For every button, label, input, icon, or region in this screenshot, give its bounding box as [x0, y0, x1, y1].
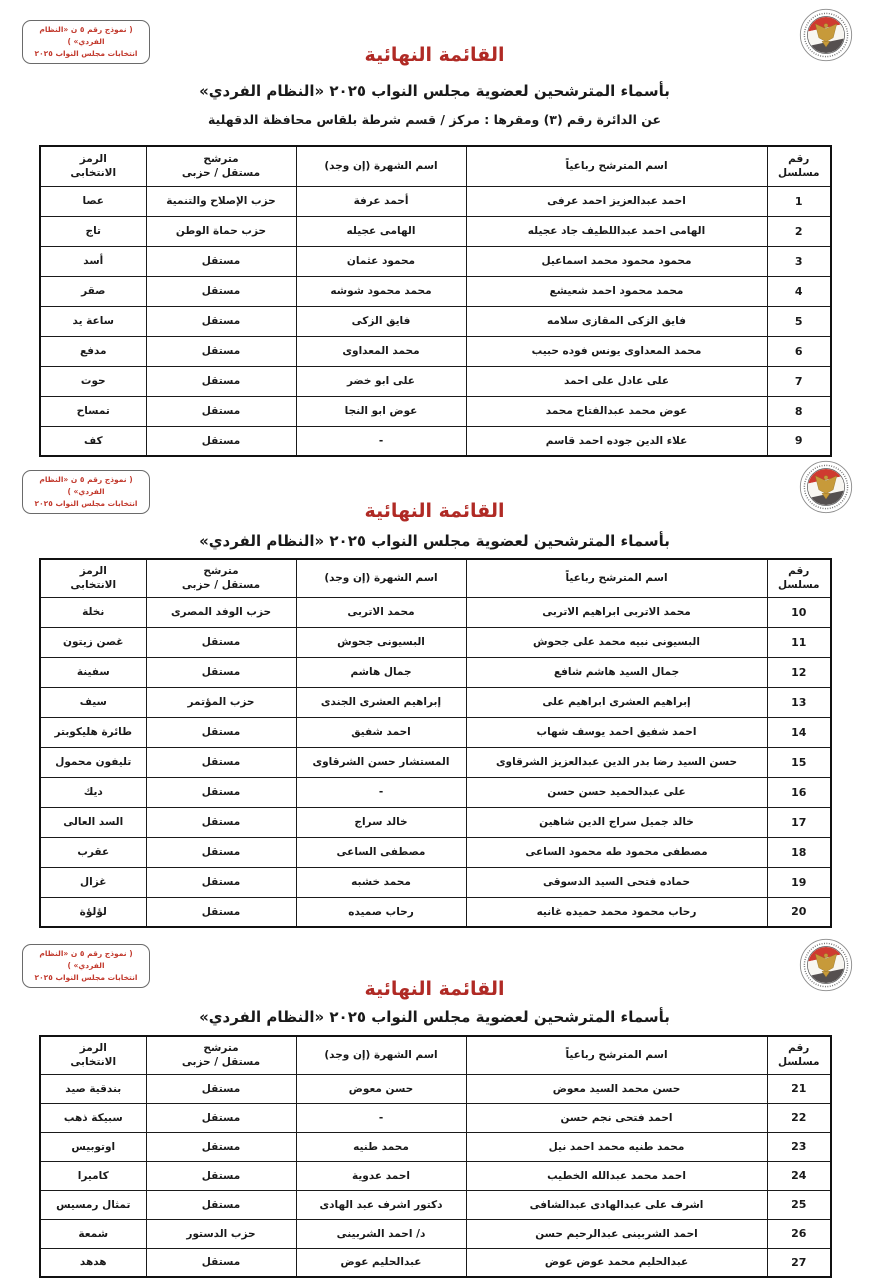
table-row [40, 837, 831, 867]
cell-alias: عبدالحليم عوض [296, 1248, 466, 1277]
cell-affiliation: مستقل [146, 1103, 296, 1132]
candidates-table [39, 558, 832, 928]
page-subtitle: بأسماء المترشحين لعضوية مجلس النواب ٢٠٢٥ «النظام الفردي» [199, 532, 670, 550]
table-header-row [40, 1036, 831, 1074]
cell-affiliation: حزب حماة الوطن [146, 216, 296, 246]
header-affiliation [146, 559, 296, 597]
header-affiliation-line1: مترشح [203, 564, 239, 577]
cell-symbol: أسد [40, 246, 146, 276]
table-row [40, 657, 831, 687]
header-symbol [40, 1036, 146, 1074]
header-symbol-line2: الانتخابى [70, 1056, 117, 1069]
table-row [40, 1161, 831, 1190]
cell-name: اشرف على عبدالهادى عبدالشافى [466, 1190, 767, 1219]
header-symbol-line1: الرمز [79, 152, 107, 165]
cell-serial: 24 [767, 1161, 831, 1190]
cell-serial: 17 [767, 807, 831, 837]
cell-name: علاء الدين جوده احمد قاسم [466, 426, 767, 456]
cell-symbol: سبيكة ذهب [40, 1103, 146, 1132]
cell-symbol: اوتوبيس [40, 1132, 146, 1161]
cell-name: احمد عبدالعزيز احمد عرفى [466, 186, 767, 216]
cell-serial: 11 [767, 627, 831, 657]
header-affiliation-line2: مستقل / حزبى [181, 1056, 261, 1069]
table-row [40, 717, 831, 747]
header-serial [767, 146, 831, 186]
candidates-table [39, 145, 832, 457]
header-symbol [40, 146, 146, 186]
cell-alias: د/ احمد الشربينى [296, 1219, 466, 1248]
table-row [40, 897, 831, 927]
cell-name: إبراهيم العشرى ابراهيم على [466, 687, 767, 717]
cell-name: محمود محمود محمد اسماعيل [466, 246, 767, 276]
header-serial-line2: مسلسل [777, 1056, 820, 1069]
table-header-row [40, 559, 831, 597]
district-line: عن الدائرة رقم (٣) ومقرها : مركز / قسم شرطة بلقاس محافظة الدقهلية [207, 112, 662, 127]
cell-symbol: طائرة هليكوبتر [40, 717, 146, 747]
cell-affiliation: مستقل [146, 1248, 296, 1277]
cell-affiliation: مستقل [146, 837, 296, 867]
cell-symbol: ديك [40, 777, 146, 807]
table-row [40, 1248, 831, 1277]
header-alias: اسم الشهرة (إن وجد) [296, 559, 466, 597]
cell-affiliation: مستقل [146, 867, 296, 897]
cell-alias: خالد سراج [296, 807, 466, 837]
cell-serial: 27 [767, 1248, 831, 1277]
cell-serial: 14 [767, 717, 831, 747]
table-row [40, 336, 831, 366]
cell-name: محمد الاتربى ابراهيم الاتربى [466, 597, 767, 627]
header-affiliation-line1: مترشح [203, 152, 239, 165]
cell-symbol: تمثال رمسيس [40, 1190, 146, 1219]
cell-affiliation: مستقل [146, 276, 296, 306]
cell-serial: 19 [767, 867, 831, 897]
cell-symbol: شمعة [40, 1219, 146, 1248]
cell-affiliation: مستقل [146, 336, 296, 366]
header-affiliation-line2: مستقل / حزبى [181, 579, 261, 592]
cell-affiliation: مستقل [146, 1074, 296, 1103]
header-serial-line1: رقم [788, 152, 810, 165]
cell-affiliation: مستقل [146, 366, 296, 396]
cell-symbol: ساعة يد [40, 306, 146, 336]
table-row [40, 747, 831, 777]
header-name: اسم المترشح رباعياً [466, 1036, 767, 1074]
cell-alias: رحاب صميده [296, 897, 466, 927]
cell-symbol: بندقية صيد [40, 1074, 146, 1103]
header-symbol-line2: الانتخابى [70, 167, 117, 180]
cell-serial: 21 [767, 1074, 831, 1103]
table-row [40, 807, 831, 837]
cell-alias: جمال هاشم [296, 657, 466, 687]
stamp-line-1: ( نموذج رقم ٥ ن «النظام الفردي» ) [39, 475, 133, 496]
cell-name: رحاب محمود محمد حميده غانيه [466, 897, 767, 927]
cell-name: احمد فتحى نجم حسن [466, 1103, 767, 1132]
header-affiliation [146, 1036, 296, 1074]
cell-name: خالد جميل سراج الدين شاهين [466, 807, 767, 837]
cell-alias: محمد محمود شوشه [296, 276, 466, 306]
header-symbol [40, 559, 146, 597]
table-row [40, 186, 831, 216]
cell-serial: 22 [767, 1103, 831, 1132]
cell-serial: 26 [767, 1219, 831, 1248]
table-row [40, 777, 831, 807]
cell-symbol: تاج [40, 216, 146, 246]
cell-serial: 3 [767, 246, 831, 276]
cell-alias: الهامى عجيله [296, 216, 466, 246]
header-affiliation [146, 146, 296, 186]
header-symbol-line1: الرمز [79, 564, 107, 577]
cell-serial: 12 [767, 657, 831, 687]
cell-serial: 16 [767, 777, 831, 807]
cell-symbol: السد العالى [40, 807, 146, 837]
cell-name: محمد محمود احمد شعيشع [466, 276, 767, 306]
cell-alias: - [296, 1103, 466, 1132]
header-serial [767, 559, 831, 597]
cell-name: محمد طنيه محمد احمد نيل [466, 1132, 767, 1161]
cell-symbol: غزال [40, 867, 146, 897]
table-row [40, 216, 831, 246]
cell-name: احمد محمد عبدالله الخطيب [466, 1161, 767, 1190]
cell-serial: 2 [767, 216, 831, 246]
cell-alias: احمد شفيق [296, 717, 466, 747]
cell-alias: - [296, 777, 466, 807]
cell-symbol: سيف [40, 687, 146, 717]
cell-name: البسيونى نبيه محمد على جحوش [466, 627, 767, 657]
table-row [40, 246, 831, 276]
table-row [40, 597, 831, 627]
cell-name: فايق الزكى المقازى سلامه [466, 306, 767, 336]
cell-name: حماده فتحى السيد الدسوقى [466, 867, 767, 897]
cell-serial: 8 [767, 396, 831, 426]
header-alias: اسم الشهرة (إن وجد) [296, 1036, 466, 1074]
cell-serial: 6 [767, 336, 831, 366]
header-name: اسم المترشح رباعياً [466, 559, 767, 597]
header-symbol-line1: الرمز [79, 1041, 107, 1054]
table-row [40, 1190, 831, 1219]
cell-affiliation: حزب الوفد المصرى [146, 597, 296, 627]
header-serial-line2: مسلسل [777, 579, 820, 592]
cell-symbol: كاميرا [40, 1161, 146, 1190]
cell-serial: 13 [767, 687, 831, 717]
cell-name: احمد شفيق احمد يوسف شهاب [466, 717, 767, 747]
cell-name: حسن محمد السيد معوض [466, 1074, 767, 1103]
cell-symbol: عقرب [40, 837, 146, 867]
table-row [40, 396, 831, 426]
cell-affiliation: مستقل [146, 426, 296, 456]
cell-alias: محمد المعداوى [296, 336, 466, 366]
table-header-row [40, 146, 831, 186]
cell-serial: 7 [767, 366, 831, 396]
cell-affiliation: مستقل [146, 1161, 296, 1190]
cell-name: عبدالحليم محمد عوض عوض [466, 1248, 767, 1277]
cell-affiliation: مستقل [146, 306, 296, 336]
cell-name: على عادل على احمد [466, 366, 767, 396]
cell-symbol: عصا [40, 186, 146, 216]
cell-affiliation: مستقل [146, 657, 296, 687]
cell-symbol: سفينة [40, 657, 146, 687]
list-page-1 [0, 0, 869, 458]
cell-symbol: لؤلؤة [40, 897, 146, 927]
stamp-line-2: انتخابات مجلس النواب ٢٠٢٥ [34, 499, 138, 508]
cell-serial: 9 [767, 426, 831, 456]
cell-symbol: هدهد [40, 1248, 146, 1277]
header-name: اسم المترشح رباعياً [466, 146, 767, 186]
cell-symbol: صقر [40, 276, 146, 306]
table-row [40, 1074, 831, 1103]
page-subtitle: بأسماء المترشحين لعضوية مجلس النواب ٢٠٢٥ «النظام الفردي» [199, 1008, 670, 1026]
cell-name: الهامى احمد عبداللطيف جاد عجيله [466, 216, 767, 246]
table-row [40, 1132, 831, 1161]
table-row [40, 627, 831, 657]
cell-alias: محمد خشبه [296, 867, 466, 897]
cell-affiliation: مستقل [146, 897, 296, 927]
header-serial-line2: مسلسل [777, 167, 820, 180]
cell-alias: على ابو خضر [296, 366, 466, 396]
cell-symbol: غصن زيتون [40, 627, 146, 657]
cell-serial: 18 [767, 837, 831, 867]
cell-serial: 5 [767, 306, 831, 336]
cell-alias: عوض ابو النجا [296, 396, 466, 426]
table-row [40, 1219, 831, 1248]
cell-affiliation: مستقل [146, 717, 296, 747]
table-row [40, 687, 831, 717]
page-title: القائمة النهائية [364, 44, 505, 66]
cell-name: عوض محمد عبدالفتاح محمد [466, 396, 767, 426]
cell-serial: 10 [767, 597, 831, 627]
table-row [40, 1103, 831, 1132]
cell-affiliation: مستقل [146, 627, 296, 657]
cell-affiliation: حزب الدستور [146, 1219, 296, 1248]
table-row [40, 867, 831, 897]
cell-symbol: نخلة [40, 597, 146, 627]
table-row [40, 366, 831, 396]
cell-affiliation: حزب المؤتمر [146, 687, 296, 717]
table-row [40, 426, 831, 456]
cell-alias: مصطفى الساعى [296, 837, 466, 867]
stamp-line-2: انتخابات مجلس النواب ٢٠٢٥ [34, 973, 138, 982]
cell-name: حسن السيد رضا بدر الدين عبدالعزيز الشرقاوى [466, 747, 767, 777]
header-serial-line1: رقم [788, 564, 810, 577]
cell-alias: دكتور اشرف عبد الهادى [296, 1190, 466, 1219]
cell-serial: 25 [767, 1190, 831, 1219]
cell-symbol: مدفع [40, 336, 146, 366]
cell-symbol: تليفون محمول [40, 747, 146, 777]
cell-name: على عبدالحميد حسن حسن [466, 777, 767, 807]
cell-serial: 1 [767, 186, 831, 216]
cell-symbol: تمساح [40, 396, 146, 426]
cell-alias: محمد الاتربى [296, 597, 466, 627]
cell-alias: محمد طنيه [296, 1132, 466, 1161]
header-alias: اسم الشهرة (إن وجد) [296, 146, 466, 186]
stamp-line-1: ( نموذج رقم ٥ ن «النظام الفردي» ) [39, 949, 133, 970]
header-serial-line1: رقم [788, 1041, 810, 1054]
cell-serial: 15 [767, 747, 831, 777]
candidates-table [39, 1035, 832, 1278]
cell-affiliation: مستقل [146, 777, 296, 807]
cell-alias: محمود عثمان [296, 246, 466, 276]
table-row [40, 276, 831, 306]
cell-name: مصطفى محمود طه محمود الساعى [466, 837, 767, 867]
list-page-3 [0, 938, 869, 1280]
page-title: القائمة النهائية [364, 978, 505, 1000]
cell-serial: 23 [767, 1132, 831, 1161]
cell-affiliation: مستقل [146, 747, 296, 777]
cell-affiliation: مستقل [146, 396, 296, 426]
cell-affiliation: مستقل [146, 1132, 296, 1161]
cell-alias: البسيونى جحوش [296, 627, 466, 657]
stamp-line-1: ( نموذج رقم ٥ ن «النظام الفردي» ) [39, 25, 133, 46]
cell-alias: احمد عدوية [296, 1161, 466, 1190]
cell-name: جمال السيد هاشم شافع [466, 657, 767, 687]
cell-alias: إبراهيم العشرى الجندى [296, 687, 466, 717]
table-row [40, 306, 831, 336]
cell-name: احمد الشربينى عبدالرحيم حسن [466, 1219, 767, 1248]
cell-symbol: حوت [40, 366, 146, 396]
page-title: القائمة النهائية [364, 500, 505, 522]
header-serial [767, 1036, 831, 1074]
page-subtitle: بأسماء المترشحين لعضوية مجلس النواب ٢٠٢٥ «النظام الفردي» [199, 82, 670, 100]
cell-affiliation: مستقل [146, 246, 296, 276]
cell-alias: - [296, 426, 466, 456]
cell-serial: 4 [767, 276, 831, 306]
cell-symbol: كف [40, 426, 146, 456]
cell-affiliation: حزب الإصلاح والتنمية [146, 186, 296, 216]
cell-alias: فايق الزكى [296, 306, 466, 336]
list-page-2 [0, 458, 869, 938]
header-affiliation-line1: مترشح [203, 1041, 239, 1054]
cell-alias: المستشار حسن الشرقاوى [296, 747, 466, 777]
cell-alias: أحمد عرفة [296, 186, 466, 216]
cell-alias: حسن معوض [296, 1074, 466, 1103]
cell-name: محمد المعداوى يونس فوده حبيب [466, 336, 767, 366]
cell-affiliation: مستقل [146, 807, 296, 837]
stamp-line-2: انتخابات مجلس النواب ٢٠٢٥ [34, 49, 138, 58]
header-symbol-line2: الانتخابى [70, 579, 117, 592]
header-affiliation-line2: مستقل / حزبى [181, 167, 261, 180]
cell-affiliation: مستقل [146, 1190, 296, 1219]
cell-serial: 20 [767, 897, 831, 927]
